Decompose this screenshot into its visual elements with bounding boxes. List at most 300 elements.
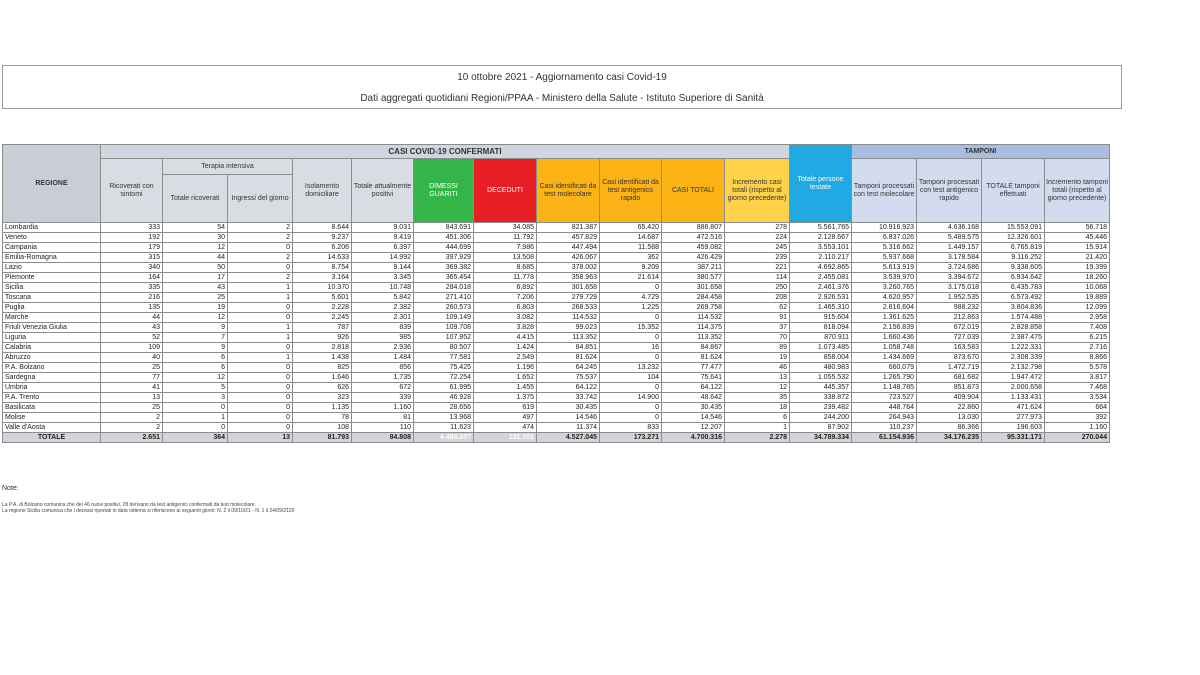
value-cell: 1.660.436 [852,333,917,343]
value-cell: 12 [725,383,790,393]
value-cell: 474 [474,423,537,433]
value-cell: 28.656 [414,403,474,413]
value-cell: 40 [101,353,163,363]
table-row [3,253,1110,263]
header-tamponi-totale: TOTALE tamponi effettuati [982,159,1045,223]
region-cell: P.A. Bolzano [3,363,101,373]
value-cell: 9.116.252 [982,253,1045,263]
value-cell: 41 [101,383,163,393]
value-cell: 9.209 [600,263,662,273]
header-casi-antigenico: Casi identificati da test antigenico rapido [600,159,662,223]
table-row [3,413,1110,423]
value-cell: 397.929 [414,253,474,263]
value-cell: 392 [1045,413,1110,423]
value-cell: 4.484.207 [414,433,474,443]
value-cell: 12.207 [662,423,725,433]
value-cell: 14.546 [537,413,600,423]
value-cell: 11.588 [600,243,662,253]
value-cell: 1.438 [293,353,352,363]
region-cell: Calabria [3,343,101,353]
value-cell: 6.892 [474,283,537,293]
value-cell: 2.387.475 [982,333,1045,343]
value-cell: 239.482 [790,403,852,413]
header-incremento-casi: Incremento casi totali (rispetto al giorno precedente) [725,159,790,223]
value-cell: 11.623 [414,423,474,433]
region-cell: Lombardia [3,223,101,233]
value-cell: 0 [228,343,293,353]
value-cell: 46.928 [414,393,474,403]
value-cell: 2.301 [352,313,414,323]
value-cell: 1.465.310 [790,303,852,313]
region-cell: Lazio [3,263,101,273]
value-cell: 264.943 [852,413,917,423]
value-cell: 0 [228,393,293,403]
value-cell: 0 [600,333,662,343]
value-cell: 0 [600,413,662,423]
value-cell: 54 [163,223,228,233]
value-cell: 0 [600,353,662,363]
value-cell: 10.748 [352,283,414,293]
value-cell: 0 [228,263,293,273]
region-cell: Umbria [3,383,101,393]
value-cell: 4.729 [600,293,662,303]
value-cell: 2.455.081 [790,273,852,283]
value-cell: 12 [163,373,228,383]
value-cell: 14.633 [293,253,352,263]
value-cell: 3.724.686 [917,263,982,273]
value-cell: 1 [228,323,293,333]
value-cell: 15.352 [600,323,662,333]
header-ricoverati: Ricoverati con sintomi [101,159,163,223]
value-cell: 91 [725,313,790,323]
note-line-2: La regione Sicilia comunica che i decessi riportati in data odierna si riferiscono ai seguenti giorni: N. 2 il 09/10/21 - N. 1 il 24/09/2120 [2,508,295,514]
value-cell: 25 [101,363,163,373]
value-cell: 2.549 [474,353,537,363]
header-casi-totali: CASI TOTALI [662,159,725,223]
value-cell: 1 [228,283,293,293]
value-cell: 6.803 [474,303,537,313]
value-cell: 681.682 [917,373,982,383]
value-cell: 2.926.531 [790,293,852,303]
value-cell: 0 [228,413,293,423]
value-cell: 11.792 [474,233,537,243]
value-cell: 0 [600,383,662,393]
table-row [3,393,1110,403]
header-incremento-tamponi: Incremento tamponi totali (rispetto al giorno precedente) [1045,159,1110,223]
value-cell: 825 [293,363,352,373]
value-cell: 8.754 [293,263,352,273]
value-cell: 1 [228,333,293,343]
value-cell: 113.352 [662,333,725,343]
value-cell: 5.613.919 [852,263,917,273]
value-cell: 0 [600,313,662,323]
value-cell: 7.408 [1045,323,1110,333]
value-cell: 52 [101,333,163,343]
value-cell: 2.110.217 [790,253,852,263]
value-cell: 1.947.472 [982,373,1045,383]
table-row [3,373,1110,383]
value-cell: 3.817 [1045,373,1110,383]
value-cell: 6.573.492 [982,293,1045,303]
value-cell: 1.449.157 [917,243,982,253]
value-cell: 30.435 [537,403,600,413]
value-cell: 109.149 [414,313,474,323]
value-cell: 19.889 [1045,293,1110,303]
value-cell: 15.553.091 [982,223,1045,233]
value-cell: 70 [725,333,790,343]
header-deceduti: DECEDUTI [474,159,537,223]
value-cell: 7.468 [1045,383,1110,393]
value-cell: 192 [101,233,163,243]
value-cell: 224 [725,233,790,243]
value-cell: 985 [352,333,414,343]
value-cell: 268.533 [537,303,600,313]
value-cell: 3.828 [474,323,537,333]
totals-row [3,433,1110,443]
region-cell: Molise [3,413,101,423]
value-cell: 9.237 [293,233,352,243]
table-row [3,423,1110,433]
value-cell: 81.624 [662,353,725,363]
header-isolamento: Isolamento domiciliare [293,159,352,223]
value-cell: 1.160 [1045,423,1110,433]
value-cell: 6 [725,413,790,423]
value-cell: 11.778 [474,273,537,283]
value-cell: 21.614 [600,273,662,283]
value-cell: 9.419 [352,233,414,243]
value-cell: 25 [163,293,228,303]
value-cell: 2.382 [352,303,414,313]
value-cell: 409.904 [917,393,982,403]
value-cell: 110.237 [852,423,917,433]
header-ingressi-giorno: Ingressi del giorno [228,175,293,223]
value-cell: 15.914 [1045,243,1110,253]
value-cell: 163.583 [917,343,982,353]
table-row [3,313,1110,323]
value-cell: 43 [163,283,228,293]
value-cell: 1.058.748 [852,343,917,353]
value-cell: 110 [352,423,414,433]
value-cell: 239 [725,253,790,263]
value-cell: 4.692.865 [790,263,852,273]
value-cell: 44 [163,253,228,263]
value-cell: 14.992 [352,253,414,263]
value-cell: 2 [228,253,293,263]
value-cell: 2.818 [293,343,352,353]
group-header-casi: CASI COVID-19 CONFERMATI [101,145,790,159]
value-cell: 34.085 [474,223,537,233]
value-cell: 271.410 [414,293,474,303]
value-cell: 0 [163,423,228,433]
value-cell: 18.260 [1045,273,1110,283]
value-cell: 270.044 [1045,433,1110,443]
value-cell: 459.082 [662,243,725,253]
value-cell: 17 [163,273,228,283]
value-cell: 43 [101,323,163,333]
value-cell: 870.911 [790,333,852,343]
value-cell: 33.742 [537,393,600,403]
value-cell: 3.260.765 [852,283,917,293]
value-cell: 3.082 [474,313,537,323]
value-cell: 44 [101,313,163,323]
value-cell: 11.374 [537,423,600,433]
value-cell: 472.516 [662,233,725,243]
value-cell: 3.178.584 [917,253,982,263]
value-cell: 25 [101,403,163,413]
value-cell: 444.699 [414,243,474,253]
header-persone-testate: Totale persone testate [790,145,852,223]
value-cell: 12.326.601 [982,233,1045,243]
value-cell: 2 [228,233,293,243]
value-cell: 6.397 [352,243,414,253]
value-cell: 380.577 [662,273,725,283]
value-cell: 664 [1045,403,1110,413]
value-cell: 660.079 [852,363,917,373]
value-cell: 1.073.485 [790,343,852,353]
table-row [3,353,1110,363]
value-cell: 75.537 [537,373,600,383]
value-cell: 843.691 [414,223,474,233]
value-cell: 0 [163,403,228,413]
value-cell: 21.420 [1045,253,1110,263]
table-row [3,233,1110,243]
value-cell: 1.646 [293,373,352,383]
value-cell: 6.837.026 [852,233,917,243]
value-cell: 50 [163,263,228,273]
value-cell: 22.860 [917,403,982,413]
value-cell: 3.345 [352,273,414,283]
value-cell: 0 [228,403,293,413]
value-cell: 1.484 [352,353,414,363]
value-cell: 114.532 [662,313,725,323]
value-cell: 64.122 [662,383,725,393]
value-cell: 0 [228,373,293,383]
value-cell: 13 [725,373,790,383]
notes-label: Note: [2,485,19,492]
value-cell: 1.361.625 [852,313,917,323]
value-cell: 5.937.668 [852,253,917,263]
report-title: 10 ottobre 2021 - Aggiornamento casi Covid-19 [457,72,667,83]
value-cell: 5.489.575 [917,233,982,243]
value-cell: 4.700.316 [662,433,725,443]
table-row [3,303,1110,313]
value-cell: 72.254 [414,373,474,383]
value-cell: 114.375 [662,323,725,333]
table-row [3,283,1110,293]
value-cell: 12 [163,313,228,323]
value-cell: 84.808 [352,433,414,443]
value-cell: 1.222.331 [982,343,1045,353]
value-cell: 471.624 [982,403,1045,413]
value-cell: 301.658 [662,283,725,293]
table-row [3,343,1110,353]
value-cell: 113.352 [537,333,600,343]
value-cell: 3.164 [293,273,352,283]
value-cell: 13.232 [600,363,662,373]
value-cell: 447.494 [537,243,600,253]
value-cell: 338.872 [790,393,852,403]
value-cell: 818.094 [790,323,852,333]
value-cell: 9 [163,323,228,333]
region-cell: Toscana [3,293,101,303]
value-cell: 216 [101,293,163,303]
value-cell: 6 [163,363,228,373]
value-cell: 7.206 [474,293,537,303]
value-cell: 244.200 [790,413,852,423]
region-cell: Campania [3,243,101,253]
value-cell: 6.206 [293,243,352,253]
value-cell: 196.603 [982,423,1045,433]
value-cell: 114.532 [537,313,600,323]
value-cell: 84.851 [537,343,600,353]
region-cell: Sardegna [3,373,101,383]
value-cell: 9 [163,343,228,353]
value-cell: 3.553.101 [790,243,852,253]
report-subtitle: Dati aggregati quotidiani Regioni/PPAA - Ministero della Salute - Istituto Superiore di Sanità [360,93,764,104]
value-cell: 86.366 [917,423,982,433]
value-cell: 13 [101,393,163,403]
value-cell: 315 [101,253,163,263]
table-row [3,273,1110,283]
value-cell: 2.128.667 [790,233,852,243]
value-cell: 8.644 [293,223,352,233]
value-cell: 77.581 [414,353,474,363]
value-cell: 173.271 [600,433,662,443]
table-row [3,323,1110,333]
value-cell: 104 [600,373,662,383]
value-cell: 6.435.783 [982,283,1045,293]
value-cell: 62 [725,303,790,313]
value-cell: 0 [228,303,293,313]
value-cell: 457.829 [537,233,600,243]
value-cell: 1.160 [352,403,414,413]
value-cell: 164 [101,273,163,283]
header-dimessi-guariti: DIMESSI GUARITI [414,159,474,223]
value-cell: 30.435 [662,403,725,413]
value-cell: 13 [228,433,293,443]
region-cell: Valle d'Aosta [3,423,101,433]
value-cell: 1 [228,353,293,363]
value-cell: 16 [600,343,662,353]
value-cell: 426.429 [662,253,725,263]
value-cell: 2 [228,223,293,233]
value-cell: 626 [293,383,352,393]
value-cell: 64.122 [537,383,600,393]
value-cell: 65.420 [600,223,662,233]
value-cell: 387.211 [662,263,725,273]
value-cell: 1.652 [474,373,537,383]
header-tamponi-molecolare: Tamponi processati con test molecolare [852,159,917,223]
value-cell: 1.424 [474,343,537,353]
value-cell: 75.641 [662,373,725,383]
value-cell: 14.687 [600,233,662,243]
value-cell: 13.968 [414,413,474,423]
value-cell: 301.658 [537,283,600,293]
value-cell: 2 [228,273,293,283]
table-row [3,383,1110,393]
table-body [3,223,1110,443]
value-cell: 5.578 [1045,363,1110,373]
value-cell: 333 [101,223,163,233]
value-cell: 81.624 [537,353,600,363]
value-cell: 1.265.790 [852,373,917,383]
value-cell: 77.477 [662,363,725,373]
value-cell: 269.758 [662,303,725,313]
region-cell: Veneto [3,233,101,243]
value-cell: 839 [352,323,414,333]
value-cell: 3.394.672 [917,273,982,283]
value-cell: 8.866 [1045,353,1110,363]
notes-section [2,485,294,514]
value-cell: 179 [101,243,163,253]
value-cell: 8.685 [474,263,537,273]
value-cell: 6.215 [1045,333,1110,343]
region-cell: Basilicata [3,403,101,413]
value-cell: 10.068 [1045,283,1110,293]
value-cell: 856 [352,363,414,373]
group-header-terapia-intensiva: Terapia intensiva [163,159,293,175]
table-row [3,333,1110,343]
value-cell: 89 [725,343,790,353]
value-cell: 2.278 [725,433,790,443]
value-cell: 46 [725,363,790,373]
value-cell: 886.807 [662,223,725,233]
value-cell: 9.031 [352,223,414,233]
value-cell: 37 [725,323,790,333]
value-cell: 3.804.836 [982,303,1045,313]
region-cell: Emilia-Romagna [3,253,101,263]
value-cell: 0 [228,363,293,373]
value-cell: 131.301 [474,433,537,443]
value-cell: 2.828.858 [982,323,1045,333]
value-cell: 497 [474,413,537,423]
value-cell: 19.399 [1045,263,1110,273]
value-cell: 362 [600,253,662,263]
value-cell: 1.735 [352,373,414,383]
value-cell: 75.425 [414,363,474,373]
value-cell: 30 [163,233,228,243]
value-cell: 1 [163,413,228,423]
value-cell: 9.338.605 [982,263,1045,273]
region-cell: Abruzzo [3,353,101,363]
value-cell: 1.196 [474,363,537,373]
value-cell: 4.620.957 [852,293,917,303]
value-cell: 278 [725,223,790,233]
value-cell: 915.604 [790,313,852,323]
value-cell: 2.308.339 [982,353,1045,363]
value-cell: 723.527 [852,393,917,403]
value-cell: 250 [725,283,790,293]
value-cell: 107.952 [414,333,474,343]
value-cell: 1 [228,293,293,303]
value-cell: 7 [163,333,228,343]
value-cell: 340 [101,263,163,273]
region-cell: Friuli Venezia Giulia [3,323,101,333]
value-cell: 0 [228,423,293,433]
value-cell: 135 [101,303,163,313]
header-casi-molecolare: Casi identificati da test molecolare [537,159,600,223]
header-tamponi-antigenico: Tamponi processati con test antigenico rapido [917,159,982,223]
value-cell: 6 [163,353,228,363]
value-cell: 245 [725,243,790,253]
value-cell: 12.099 [1045,303,1110,313]
value-cell: 1.952.535 [917,293,982,303]
value-cell: 3 [163,393,228,403]
value-cell: 4.527.045 [537,433,600,443]
value-cell: 212.863 [917,313,982,323]
value-cell: 2.156.839 [852,323,917,333]
value-cell: 2.228 [293,303,352,313]
